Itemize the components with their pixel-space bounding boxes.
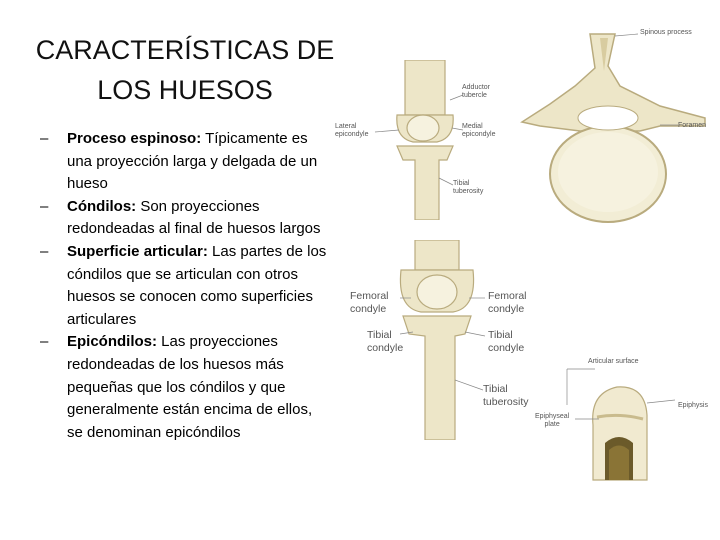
bullet-text: Típicamente es una proyección larga y delgada de un hueso — [67, 130, 318, 193]
bullet-dash: – — [40, 197, 49, 215]
vertebra-figure — [520, 26, 720, 226]
label-tibial-tuberosity-top: Tibial tuberosity — [453, 180, 484, 195]
bullet-term: Cóndilos: — [67, 197, 137, 215]
slide-title — [30, 30, 340, 110]
bullet-dash: – — [40, 130, 49, 147]
label-femoral-condyle-right: Femoral condyle — [488, 290, 527, 315]
title-line-2: LOS HUESOS — [97, 75, 273, 105]
label-tibial-tuberosity-bottom: Tibial tuberosity — [483, 383, 529, 408]
label-medial-epicondyle: Medial epicondyle — [462, 123, 496, 138]
label-adductor-tubercle: Adductor tubercle — [462, 84, 491, 99]
label-tibial-condyle-left: Tibial condyle — [367, 329, 404, 354]
bullet-term: Epicóndilos: — [67, 333, 157, 351]
knee-figure-top — [335, 60, 515, 220]
label-spinous-process: Spinous process — [640, 29, 692, 36]
bullet-item — [30, 128, 330, 196]
bullet-text: Las proyecciones redondeadas de los huesos más pequeñas que los cóndilos y que generalmente están encima de ellos, se denominan epicóndilos — [67, 333, 313, 441]
bullet-text: Las partes de los cóndilos que se articulan con otros huesos se conocen como superficies articulares — [67, 242, 327, 328]
bullet-item — [30, 331, 330, 444]
label-femoral-condyle-left: Femoral condyle — [350, 290, 389, 315]
bullet-term: Proceso espinoso: — [67, 130, 202, 147]
label-tibial-condyle-right: Tibial condyle — [488, 329, 525, 354]
bullet-text: Son proyecciones redondeadas al final de huesos largos — [67, 197, 321, 238]
knee-figure-bottom — [345, 240, 535, 440]
bullet-dash: – — [40, 333, 49, 351]
bone-end-figure — [535, 355, 720, 485]
bullet-term: Superficie articular: — [67, 242, 208, 260]
label-lateral-epicondyle: Lateral epicondyle — [335, 123, 369, 138]
label-epiphyseal-plate: Epiphyseal plate — [535, 413, 570, 428]
bullet-list — [30, 128, 330, 444]
bullet-item — [30, 241, 330, 331]
label-epiphysis: Epiphysis — [678, 402, 708, 409]
label-articular-surface: Articular surface — [588, 358, 639, 365]
label-foramen: Foramen — [678, 122, 707, 129]
title-line-1: CARACTERÍSTICAS DE — [35, 35, 335, 65]
bullet-item — [30, 196, 330, 241]
bullet-dash: – — [40, 242, 49, 260]
